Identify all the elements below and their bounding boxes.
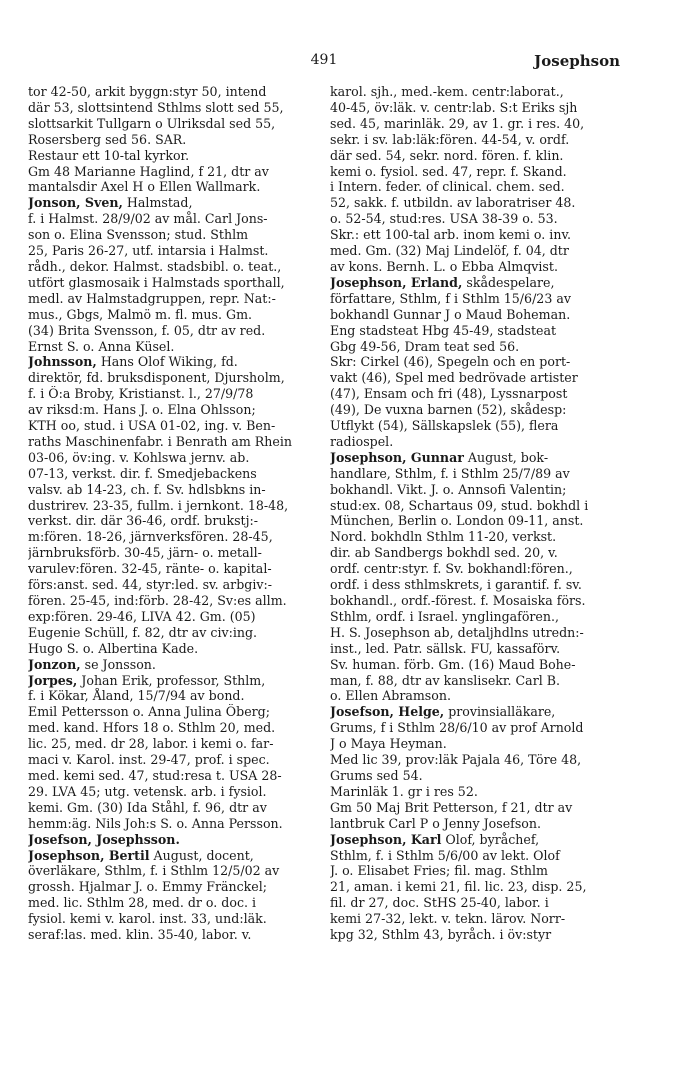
- entry-line: KTH oo, stud. i USA 01-02, ing. v. Ben-: [28, 418, 276, 434]
- page-number: 491: [310, 52, 338, 68]
- entry-line: Rosersberg sed 56. SAR.: [28, 131, 187, 147]
- entry-line: o. 52-54, stud:res. USA 38-39 o. 53.: [330, 211, 558, 227]
- entry-line: Sv. human. förb. Gm. (16) Maud Bohe-: [330, 656, 576, 672]
- entry-line: man, f. 88, dtr av kanslisekr. Carl B.: [330, 672, 561, 688]
- entry-line: 07-13, verkst. dir. f. Smedjebackens: [28, 465, 257, 481]
- entry-line: kemi. Gm. (30) Ida Ståhl, f. 96, dtr av: [28, 799, 267, 815]
- entry-line: Med lic 39, prov:läk Pajala 46, Töre 48,: [330, 752, 582, 768]
- entry-line: August, docent,: [153, 847, 254, 863]
- entry: [28, 657, 322, 673]
- entry-line: kemi 27-32, lekt. v. tekn. lärov. Norr-: [330, 911, 566, 927]
- entry: [28, 195, 322, 354]
- entry-line: av kons. Bernh. L. o Ebba Almqvist.: [330, 258, 558, 274]
- entry-line: överläkare, Sthlm, f. i Sthlm 12/5/02 av: [28, 863, 280, 879]
- entry-line: fil. dr 27, doc. StHS 25-40, labor. i: [330, 895, 549, 911]
- entry-line: 03-06, öv:ing. v. Kohlswa jernv. ab.: [28, 449, 250, 465]
- entry-line: se Jonsson.: [84, 656, 156, 672]
- entry-line: dir. ab Sandbergs bokhdl sed. 20, v.: [330, 545, 558, 561]
- entry-line: grossh. Hjalmar J. o. Emmy Fränckel;: [28, 879, 268, 895]
- entry-line: Gbg 49-56, Dram teat sed 56.: [330, 338, 520, 354]
- entry: [330, 704, 624, 831]
- entry-line: Hugo S. o. Albertina Kade.: [28, 640, 199, 656]
- entry-line: raths Maschinenfabr. i Benrath am Rhein: [28, 433, 292, 449]
- entry-line: lic. 25, med. dr 28, labor. i kemi o. far-: [28, 736, 274, 752]
- entry-line: 29. LVA 45; utg. vetensk. arb. i fysiol.: [28, 783, 267, 799]
- entry-line: seraf:las. med. klin. 35-40, labor. v.: [28, 927, 252, 943]
- entry-line: med. kand. Hfors 18 o. Sthlm 20, med.: [28, 720, 276, 736]
- entry-line: August, bok-: [467, 449, 549, 465]
- entry-line: (49), De vuxna barnen (52), skådesp:: [330, 402, 567, 418]
- headword: Josefson, Helge,: [330, 704, 445, 720]
- entry-line: med. lic. Sthlm 28, med. dr o. doc. i: [28, 895, 257, 911]
- right-column: [330, 84, 624, 943]
- running-head: Josephson: [534, 52, 620, 70]
- entry: [330, 84, 624, 275]
- entry-line: sed. 45, marinläk. 29, av 1. gr. i res. 40,: [330, 115, 585, 131]
- entry-line: tor 42-50, arkit byggn:styr 50, intend: [28, 84, 267, 99]
- entry-line: ordf. i dess sthlmskrets, i garantif. f. sv.: [330, 577, 582, 593]
- entry: [28, 673, 322, 832]
- entry-first-line: [330, 275, 624, 291]
- headword: Josephson, Bertil: [28, 847, 150, 863]
- entry-line: Grums sed 54.: [330, 767, 423, 783]
- entry-line: Emil Pettersson o. Anna Julina Öberg;: [28, 704, 270, 720]
- entry-line: Skr.: ett 100-tal arb. inom kemi o. inv.: [330, 227, 572, 243]
- entry-line: 21, aman. i kemi 21, fil. lic. 23, disp. 25,: [330, 879, 587, 895]
- entry-line: där sed. 54, sekr. nord. fören. f. klin.: [330, 147, 564, 163]
- entry-line: av riksd:m. Hans J. o. Elna Ohlsson;: [28, 402, 256, 418]
- entry-line: i Intern. feder. of clinical. chem. sed.: [330, 179, 565, 195]
- entry-line: mus., Gbgs, Malmö m. fl. mus. Gm.: [28, 306, 253, 322]
- entry-line: Johan Erik, professor, Sthlm,: [81, 672, 266, 688]
- entry-line: Grums, f i Sthlm 28/6/10 av prof Arnold: [330, 720, 584, 736]
- entry-line: handlare, Sthlm, f. i Sthlm 25/7/89 av: [330, 465, 570, 481]
- entry-line: järnbruksförb. 30-45, järn- o. metall-: [28, 545, 262, 561]
- entry-line: Eugenie Schüll, f. 82, dtr av civ:ing.: [28, 624, 258, 640]
- entry-line: slottsarkit Tullgarn o Ulriksdal sed 55,: [28, 115, 276, 131]
- headword: Josephson, Gunnar: [330, 449, 464, 465]
- left-column: [28, 84, 322, 943]
- entry: [28, 84, 322, 195]
- entry-line: bokhandl. Vikt. J. o. Annsofi Valentin;: [330, 481, 567, 497]
- entry-line: fysiol. kemi v. karol. inst. 33, und:läk.: [28, 911, 267, 927]
- headword: Jonson, Sven,: [28, 195, 123, 211]
- entry-line: där 53, slottsintend Sthlms slott sed 55,: [28, 99, 284, 115]
- entry-line: Gm 50 Maj Brit Petterson, f 21, dtr av: [330, 799, 573, 815]
- entry-line: varulev:fören. 32-45, ränte- o. kapital-: [28, 561, 272, 577]
- entry-first-line: [28, 848, 322, 864]
- entry-line: verkst. dir. där 36-46, ordf. brukstj:-: [28, 513, 259, 529]
- entry-line: med. kemi sed. 47, stud:resa t. USA 28-: [28, 767, 282, 783]
- entry-line: Nord. bokhdln Sthlm 11-20, verkst.: [330, 529, 557, 545]
- entry: [330, 275, 624, 450]
- entry-line: utfört glasmosaik i Halmstads sporthall,: [28, 274, 285, 290]
- entry: [330, 832, 624, 943]
- entry-line: direktör, fd. bruksdisponent, Djursholm,: [28, 370, 285, 386]
- entry-first-line: [330, 832, 624, 848]
- entry-line: provinsialläkare,: [448, 704, 556, 720]
- entry-line: med. Gm. (32) Maj Lindelöf, f. 04, dtr: [330, 243, 569, 259]
- entry-line: J. o. Elisabet Fries; fil. mag. Sthlm: [330, 863, 548, 879]
- entry-line: Marinläk 1. gr i res 52.: [330, 783, 478, 799]
- entry-line: kemi o. fysiol. sed. 47, repr. f. Skand.: [330, 163, 567, 179]
- entry-line: bokhandl Gunnar J o Maud Boheman.: [330, 306, 571, 322]
- entry-line: H. S. Josephson ab, detaljhdlns utredn:-: [330, 624, 584, 640]
- page-header: [28, 52, 620, 72]
- entry-line: Hans Olof Wiking, fd.: [100, 354, 238, 370]
- entry-line: hemm:äg. Nils Joh:s S. o. Anna Persson.: [28, 815, 283, 831]
- entry-line: sekr. i sv. lab:läk:fören. 44-54, v. ordf.: [330, 131, 570, 147]
- entry-line: f. i Ö:a Broby, Kristianst. l., 27/9/78: [28, 386, 254, 402]
- headword: Johnsson,: [28, 354, 97, 370]
- entry-line: 52, sakk. f. utbildn. av laboratriser 48.: [330, 195, 576, 211]
- entry-line: Utflykt (54), Sällskapslek (55), flera: [330, 418, 559, 434]
- entry-line: Sthlm, f. i Sthlm 5/6/00 av lekt. Olof: [330, 847, 560, 863]
- entry-line: Halmstad,: [126, 195, 193, 211]
- entry-line: f. i Kökar, Åland, 15/7/94 av bond.: [28, 688, 245, 704]
- entry-line: medl. av Halmstadgruppen, repr. Nat:-: [28, 290, 276, 306]
- entry: [330, 450, 624, 705]
- entry-first-line: [28, 673, 322, 689]
- headword: Jonzon,: [28, 656, 81, 672]
- entry-line: bokhandl., ordf.-förest. f. Mosaiska förs.: [330, 593, 586, 608]
- entry-line: karol. sjh., med.-kem. centr:laborat.,: [330, 84, 564, 99]
- entry-line: J o Maya Heyman.: [330, 736, 447, 752]
- entry-first-line: [330, 704, 624, 720]
- headword: Jorpes,: [28, 672, 78, 688]
- entry-line: son o. Elina Svensson; stud. Sthlm: [28, 227, 249, 243]
- entry-line: München, Berlin o. London 09-11, anst.: [330, 513, 584, 529]
- entry-line: f. i Halmst. 28/9/02 av mål. Carl Jons-: [28, 211, 268, 227]
- entry-line: maci v. Karol. inst. 29-47, prof. i spec.: [28, 752, 270, 768]
- entry-line: Sthlm, ordf. i Israel. ynglingafören.,: [330, 608, 559, 624]
- entry-first-line: [330, 450, 624, 466]
- entry: [28, 848, 322, 943]
- entry-line: Eng stadsteat Hbg 45-49, stadsteat: [330, 322, 557, 338]
- entry-line: ordf. centr:styr. f. Sv. bokhandl:fören.,: [330, 561, 573, 577]
- entry-line: rådh., dekor. Halmst. stadsbibl. o. teat.,: [28, 258, 282, 274]
- entry-line: stud:ex. 08, Schartaus 09, stud. bokhdl i: [330, 497, 589, 513]
- entry-line: (34) Brita Svensson, f. 05, dtr av red.: [28, 322, 266, 338]
- entry-line: valsv. ab 14-23, ch. f. Sv. hdlsbkns in-: [28, 481, 266, 497]
- entry-line: Olof, byråchef,: [445, 831, 540, 847]
- headword: Josephson, Erland,: [330, 274, 463, 290]
- headword: Josefson, Josephsson.: [28, 831, 180, 847]
- entry-line: exp:fören. 29-46, LIVA 42. Gm. (05): [28, 608, 256, 624]
- entry-line: o. Ellen Abramson.: [330, 688, 451, 704]
- entry-line: (47), Ensam och fri (48), Lyssnarpost: [330, 386, 568, 402]
- entry-line: mantalsdir Axel H o Ellen Wallmark.: [28, 179, 261, 195]
- entry-line: 25, Paris 26-27, utf. intarsia i Halmst.: [28, 243, 269, 259]
- entry-line: fören. 25-45, ind:förb. 28-42, Sv:es allm.: [28, 593, 287, 608]
- entry-line: lantbruk Carl P o Jenny Josefson.: [330, 815, 542, 831]
- entry-line: vakt (46), Spel med bedrövade artister: [330, 370, 578, 386]
- entry-first-line: [28, 832, 322, 848]
- entry-line: Restaur ett 10-tal kyrkor.: [28, 147, 190, 163]
- entry-line: m:fören. 18-26, järnverksfören. 28-45,: [28, 529, 273, 545]
- entry-first-line: [28, 657, 322, 673]
- entry-line: kpg 32, Sthlm 43, byråch. i öv:styr: [330, 927, 552, 943]
- entry-first-line: [28, 195, 322, 211]
- entry-line: radiospel.: [330, 433, 394, 449]
- headword: Josephson, Karl: [330, 831, 442, 847]
- entry: [28, 354, 322, 656]
- entry-line: Gm 48 Marianne Haglind, f 21, dtr av: [28, 163, 269, 179]
- entry-line: dustrirev. 23-35, fullm. i jernkont. 18-48,: [28, 497, 289, 513]
- entry-line: författare, Sthlm, f i Sthlm 15/6/23 av: [330, 290, 571, 306]
- entry-line: inst., led. Patr. sällsk. FU, kassaförv.: [330, 640, 561, 656]
- entry-line: Ernst S. o. Anna Küsel.: [28, 338, 175, 354]
- entry: [28, 832, 322, 848]
- entry-line: förs:anst. sed. 44, styr:led. sv. arbgiv:-: [28, 577, 272, 593]
- entry-first-line: [28, 354, 322, 370]
- entry-line: skådespelare,: [466, 274, 555, 290]
- entry-line: 40-45, öv:läk. v. centr:lab. S:t Eriks sjh: [330, 99, 578, 115]
- entry-line: Skr: Cirkel (46), Spegeln och en port-: [330, 354, 571, 370]
